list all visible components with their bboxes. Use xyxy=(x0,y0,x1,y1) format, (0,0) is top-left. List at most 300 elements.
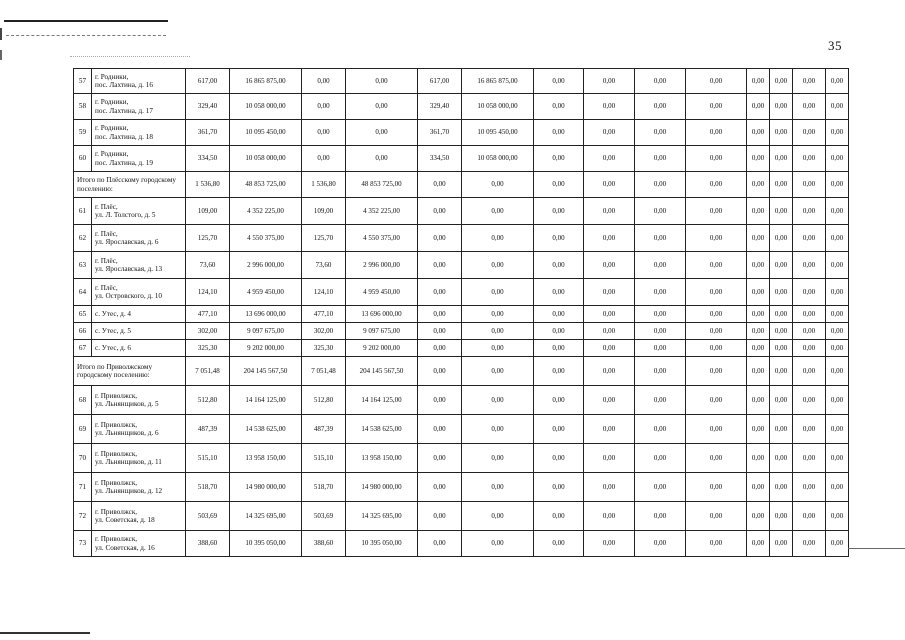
value-cell: 0,00 xyxy=(793,172,826,198)
address-line-settlement: г. Приволжск, xyxy=(95,449,138,458)
value-cell: 388,60 xyxy=(302,531,346,557)
table-row xyxy=(74,306,849,323)
value-cell: 48 853 725,00 xyxy=(346,172,418,198)
value-cell: 0,00 xyxy=(584,473,635,502)
value-cell: 0,00 xyxy=(635,172,686,198)
value-cell: 10 058 000,00 xyxy=(462,94,534,120)
value-cell: 0,00 xyxy=(462,340,534,357)
value-cell: 10 395 050,00 xyxy=(230,531,302,557)
value-cell: 0,00 xyxy=(584,340,635,357)
value-cell: 487,39 xyxy=(302,415,346,444)
address-line-street: ул. Льнянщиков, д. 5 xyxy=(95,400,159,408)
address-line-settlement: с. Утес, д. 5 xyxy=(95,326,132,335)
address-cell xyxy=(92,340,186,357)
value-cell: 0,00 xyxy=(418,340,462,357)
value-cell: 0,00 xyxy=(686,502,747,531)
value-cell: 124,10 xyxy=(186,279,230,306)
value-cell: 0,00 xyxy=(346,120,418,146)
value-cell: 0,00 xyxy=(534,502,584,531)
value-cell: 0,00 xyxy=(686,198,747,225)
address-cell xyxy=(92,120,186,146)
value-cell: 0,00 xyxy=(635,415,686,444)
value-cell: 0,00 xyxy=(747,94,770,120)
value-cell: 0,00 xyxy=(770,531,793,557)
value-cell: 0,00 xyxy=(635,306,686,323)
address-line-street: пос. Лахтина, д. 16 xyxy=(95,81,153,89)
value-cell: 0,00 xyxy=(793,473,826,502)
value-cell: 0,00 xyxy=(747,252,770,279)
value-cell: 0,00 xyxy=(302,146,346,172)
value-cell: 0,00 xyxy=(826,386,849,415)
value-cell: 14 164 125,00 xyxy=(230,386,302,415)
value-cell: 0,00 xyxy=(686,473,747,502)
row-number: 60 xyxy=(74,146,92,172)
value-cell: 16 865 875,00 xyxy=(462,69,534,94)
value-cell: 0,00 xyxy=(826,198,849,225)
address-cell xyxy=(92,473,186,502)
value-cell: 0,00 xyxy=(635,198,686,225)
value-cell: 4 352 225,00 xyxy=(230,198,302,225)
value-cell: 0,00 xyxy=(534,225,584,252)
row-number: 67 xyxy=(74,340,92,357)
value-cell: 0,00 xyxy=(686,531,747,557)
value-cell: 0,00 xyxy=(793,94,826,120)
address-line-street: пос. Лахтина, д. 17 xyxy=(95,106,153,115)
value-cell: 0,00 xyxy=(747,279,770,306)
value-cell: 617,00 xyxy=(186,69,230,94)
value-cell: 0,00 xyxy=(770,146,793,172)
value-cell: 0,00 xyxy=(826,323,849,340)
value-cell: 515,10 xyxy=(186,444,230,473)
value-cell: 0,00 xyxy=(462,531,534,557)
value-cell: 14 538 625,00 xyxy=(346,415,418,444)
value-cell: 0,00 xyxy=(635,146,686,172)
value-cell: 0,00 xyxy=(462,172,534,198)
value-cell: 4 550 375,00 xyxy=(230,225,302,252)
address-line-settlement: с. Утес, д. 6 xyxy=(95,343,132,352)
value-cell: 204 145 567,50 xyxy=(230,357,302,386)
value-cell: 0,00 xyxy=(826,415,849,444)
value-cell: 4 550 375,00 xyxy=(346,225,418,252)
address-cell xyxy=(92,531,186,557)
table-row xyxy=(74,146,849,172)
value-cell: 1 536,80 xyxy=(186,172,230,198)
value-cell: 13 958 150,00 xyxy=(346,444,418,473)
value-cell: 0,00 xyxy=(534,415,584,444)
value-cell: 0,00 xyxy=(462,357,534,386)
value-cell: 0,00 xyxy=(686,306,747,323)
subtotal-row xyxy=(74,357,849,386)
address-line-street: ул. Советская, д. 16 xyxy=(95,543,155,552)
table-row xyxy=(74,323,849,340)
table-row xyxy=(74,120,849,146)
row-number: 68 xyxy=(74,386,92,415)
value-cell: 0,00 xyxy=(793,444,826,473)
value-cell: 0,00 xyxy=(534,172,584,198)
value-cell: 0,00 xyxy=(584,323,635,340)
row-number: 63 xyxy=(74,252,92,279)
value-cell: 14 980 000,00 xyxy=(230,473,302,502)
address-line-settlement: г. Приволжск, xyxy=(95,391,138,400)
value-cell: 0,00 xyxy=(770,172,793,198)
value-cell: 487,39 xyxy=(186,415,230,444)
table-row xyxy=(74,386,849,415)
value-cell: 0,00 xyxy=(462,225,534,252)
value-cell: 0,00 xyxy=(793,69,826,94)
value-cell: 0,00 xyxy=(635,444,686,473)
value-cell: 0,00 xyxy=(793,357,826,386)
value-cell: 329,40 xyxy=(418,94,462,120)
value-cell: 0,00 xyxy=(534,69,584,94)
value-cell: 0,00 xyxy=(686,323,747,340)
scan-margin-mark xyxy=(0,50,2,60)
value-cell: 0,00 xyxy=(534,473,584,502)
value-cell: 0,00 xyxy=(747,386,770,415)
value-cell: 9 097 675,00 xyxy=(230,323,302,340)
value-cell: 0,00 xyxy=(686,340,747,357)
value-cell: 334,50 xyxy=(186,146,230,172)
value-cell: 0,00 xyxy=(770,279,793,306)
value-cell: 0,00 xyxy=(686,94,747,120)
value-cell: 0,00 xyxy=(584,252,635,279)
value-cell: 0,00 xyxy=(534,323,584,340)
value-cell: 0,00 xyxy=(747,146,770,172)
value-cell: 0,00 xyxy=(793,323,826,340)
address-line-street: пос. Лахтина, д. 18 xyxy=(95,132,153,141)
value-cell: 109,00 xyxy=(302,198,346,225)
value-cell: 0,00 xyxy=(793,225,826,252)
address-line-street: ул. Ярославская, д. 6 xyxy=(95,238,159,246)
value-cell: 0,00 xyxy=(584,69,635,94)
value-cell: 325,30 xyxy=(302,340,346,357)
value-cell: 518,70 xyxy=(186,473,230,502)
value-cell: 0,00 xyxy=(747,415,770,444)
address-line-settlement: г. Плёс, xyxy=(95,229,118,238)
value-cell: 0,00 xyxy=(826,94,849,120)
value-cell: 0,00 xyxy=(418,279,462,306)
row-number: 72 xyxy=(74,502,92,531)
value-cell: 14 325 695,00 xyxy=(346,502,418,531)
value-cell: 0,00 xyxy=(826,473,849,502)
value-cell: 0,00 xyxy=(462,323,534,340)
address-line-settlement: г. Приволжск, xyxy=(95,535,138,544)
value-cell: 0,00 xyxy=(826,120,849,146)
value-cell: 73,60 xyxy=(186,252,230,279)
value-cell: 0,00 xyxy=(346,146,418,172)
value-cell: 2 996 000,00 xyxy=(230,252,302,279)
address-cell xyxy=(92,225,186,252)
row-number: 59 xyxy=(74,120,92,146)
value-cell: 503,69 xyxy=(186,502,230,531)
value-cell: 0,00 xyxy=(635,340,686,357)
value-cell: 0,00 xyxy=(534,357,584,386)
table-row xyxy=(74,415,849,444)
value-cell: 0,00 xyxy=(584,306,635,323)
value-cell: 329,40 xyxy=(186,94,230,120)
value-cell: 0,00 xyxy=(770,120,793,146)
value-cell: 0,00 xyxy=(635,94,686,120)
value-cell: 0,00 xyxy=(584,444,635,473)
value-cell: 512,80 xyxy=(302,386,346,415)
value-cell: 0,00 xyxy=(534,444,584,473)
address-cell xyxy=(92,415,186,444)
value-cell: 0,00 xyxy=(770,415,793,444)
value-cell: 0,00 xyxy=(770,225,793,252)
address-cell xyxy=(92,69,186,94)
table-row xyxy=(74,473,849,502)
value-cell: 0,00 xyxy=(346,94,418,120)
value-cell: 0,00 xyxy=(793,252,826,279)
subtotal-label: Итого по Приволжскому городскому поселению: xyxy=(74,357,186,386)
value-cell: 388,60 xyxy=(186,531,230,557)
value-cell: 0,00 xyxy=(826,146,849,172)
value-cell: 302,00 xyxy=(186,323,230,340)
value-cell: 73,60 xyxy=(302,252,346,279)
value-cell: 0,00 xyxy=(770,323,793,340)
housing-data-table xyxy=(73,68,849,557)
value-cell: 0,00 xyxy=(826,531,849,557)
value-cell: 0,00 xyxy=(584,386,635,415)
value-cell: 0,00 xyxy=(462,502,534,531)
value-cell: 13 696 000,00 xyxy=(230,306,302,323)
table-row xyxy=(74,69,849,94)
value-cell: 16 865 875,00 xyxy=(230,69,302,94)
value-cell: 0,00 xyxy=(462,415,534,444)
value-cell: 0,00 xyxy=(686,279,747,306)
subtotal-row xyxy=(74,172,849,198)
value-cell: 0,00 xyxy=(418,502,462,531)
table-row xyxy=(74,225,849,252)
value-cell: 0,00 xyxy=(747,531,770,557)
value-cell: 0,00 xyxy=(770,473,793,502)
value-cell: 0,00 xyxy=(686,225,747,252)
value-cell: 0,00 xyxy=(635,473,686,502)
table-body xyxy=(74,69,849,557)
value-cell: 0,00 xyxy=(635,386,686,415)
value-cell: 124,10 xyxy=(302,279,346,306)
row-number: 73 xyxy=(74,531,92,557)
value-cell: 0,00 xyxy=(686,69,747,94)
value-cell: 0,00 xyxy=(534,252,584,279)
table-row xyxy=(74,279,849,306)
header-rule xyxy=(4,20,168,22)
value-cell: 0,00 xyxy=(793,386,826,415)
value-cell: 2 996 000,00 xyxy=(346,252,418,279)
value-cell: 0,00 xyxy=(635,531,686,557)
value-cell: 0,00 xyxy=(826,340,849,357)
row-number: 65 xyxy=(74,306,92,323)
value-cell: 0,00 xyxy=(747,172,770,198)
value-cell: 0,00 xyxy=(826,225,849,252)
header-dotted-rule xyxy=(70,56,190,57)
value-cell: 14 538 625,00 xyxy=(230,415,302,444)
address-cell xyxy=(92,502,186,531)
value-cell: 10 095 450,00 xyxy=(230,120,302,146)
table-row xyxy=(74,252,849,279)
address-line-street: ул. Льнянщиков, д. 6 xyxy=(95,429,159,437)
value-cell: 0,00 xyxy=(418,357,462,386)
value-cell: 0,00 xyxy=(747,225,770,252)
value-cell: 10 395 050,00 xyxy=(346,531,418,557)
value-cell: 0,00 xyxy=(747,340,770,357)
address-line-street: ул. Льнянщиков, д. 11 xyxy=(95,458,162,466)
value-cell: 0,00 xyxy=(747,502,770,531)
page-number: 35 xyxy=(828,38,842,53)
value-cell: 204 145 567,50 xyxy=(346,357,418,386)
value-cell: 0,00 xyxy=(534,386,584,415)
margin-rule xyxy=(848,548,905,549)
value-cell: 0,00 xyxy=(686,357,747,386)
value-cell: 0,00 xyxy=(793,306,826,323)
value-cell: 0,00 xyxy=(635,323,686,340)
value-cell: 0,00 xyxy=(534,120,584,146)
table-row xyxy=(74,502,849,531)
value-cell: 0,00 xyxy=(793,531,826,557)
value-cell: 0,00 xyxy=(770,357,793,386)
value-cell: 0,00 xyxy=(418,252,462,279)
value-cell: 0,00 xyxy=(747,198,770,225)
value-cell: 302,00 xyxy=(302,323,346,340)
address-cell xyxy=(92,94,186,120)
address-line-settlement: г. Приволжск, xyxy=(95,420,138,429)
value-cell: 0,00 xyxy=(462,198,534,225)
value-cell: 0,00 xyxy=(462,473,534,502)
value-cell: 0,00 xyxy=(418,198,462,225)
table-row xyxy=(74,444,849,473)
address-line-street: ул. Островского, д. 10 xyxy=(95,292,162,300)
address-line-settlement: г. Приволжск, xyxy=(95,507,138,516)
value-cell: 0,00 xyxy=(793,146,826,172)
value-cell: 0,00 xyxy=(793,279,826,306)
value-cell: 0,00 xyxy=(686,386,747,415)
value-cell: 0,00 xyxy=(793,198,826,225)
value-cell: 0,00 xyxy=(747,444,770,473)
value-cell: 0,00 xyxy=(826,357,849,386)
address-cell xyxy=(92,386,186,415)
value-cell: 0,00 xyxy=(686,146,747,172)
value-cell: 0,00 xyxy=(770,198,793,225)
value-cell: 0,00 xyxy=(584,94,635,120)
value-cell: 0,00 xyxy=(418,225,462,252)
value-cell: 0,00 xyxy=(418,172,462,198)
value-cell: 0,00 xyxy=(826,502,849,531)
value-cell: 0,00 xyxy=(635,502,686,531)
value-cell: 0,00 xyxy=(584,502,635,531)
value-cell: 0,00 xyxy=(584,279,635,306)
address-line-settlement: г. Приволжск, xyxy=(95,478,138,487)
value-cell: 0,00 xyxy=(793,340,826,357)
value-cell: 0,00 xyxy=(793,415,826,444)
value-cell: 9 097 675,00 xyxy=(346,323,418,340)
value-cell: 0,00 xyxy=(635,120,686,146)
value-cell: 0,00 xyxy=(418,473,462,502)
address-cell xyxy=(92,198,186,225)
address-cell xyxy=(92,279,186,306)
value-cell: 0,00 xyxy=(584,198,635,225)
value-cell: 0,00 xyxy=(770,306,793,323)
value-cell: 7 051,48 xyxy=(302,357,346,386)
row-number: 61 xyxy=(74,198,92,225)
value-cell: 0,00 xyxy=(534,531,584,557)
row-number: 64 xyxy=(74,279,92,306)
address-line-settlement: г. Родники, xyxy=(95,124,129,133)
scan-margin-mark xyxy=(0,28,2,40)
address-line-settlement: г. Родники, xyxy=(95,72,129,81)
value-cell: 0,00 xyxy=(635,252,686,279)
value-cell: 0,00 xyxy=(534,306,584,323)
value-cell: 512,80 xyxy=(186,386,230,415)
value-cell: 13 696 000,00 xyxy=(346,306,418,323)
table-row xyxy=(74,340,849,357)
value-cell: 0,00 xyxy=(302,69,346,94)
value-cell: 0,00 xyxy=(826,69,849,94)
row-number: 58 xyxy=(74,94,92,120)
row-number: 66 xyxy=(74,323,92,340)
value-cell: 0,00 xyxy=(747,473,770,502)
value-cell: 0,00 xyxy=(770,69,793,94)
value-cell: 4 352 225,00 xyxy=(346,198,418,225)
value-cell: 1 536,80 xyxy=(302,172,346,198)
address-line-street: ул. Ярославская, д. 13 xyxy=(95,265,163,273)
value-cell: 0,00 xyxy=(418,386,462,415)
address-line-settlement: г. Плёс, xyxy=(95,283,118,292)
row-number: 71 xyxy=(74,473,92,502)
value-cell: 4 959 450,00 xyxy=(346,279,418,306)
value-cell: 503,69 xyxy=(302,502,346,531)
address-line-settlement: г. Родники, xyxy=(95,98,129,107)
value-cell: 0,00 xyxy=(534,146,584,172)
value-cell: 477,10 xyxy=(186,306,230,323)
value-cell: 9 202 000,00 xyxy=(230,340,302,357)
row-number: 57 xyxy=(74,69,92,94)
value-cell: 9 202 000,00 xyxy=(346,340,418,357)
row-number: 70 xyxy=(74,444,92,473)
value-cell: 0,00 xyxy=(747,306,770,323)
value-cell: 477,10 xyxy=(302,306,346,323)
value-cell: 125,70 xyxy=(302,225,346,252)
value-cell: 109,00 xyxy=(186,198,230,225)
value-cell: 0,00 xyxy=(534,94,584,120)
value-cell: 0,00 xyxy=(826,279,849,306)
address-line-settlement: г. Плёс, xyxy=(95,202,118,211)
value-cell: 0,00 xyxy=(584,146,635,172)
value-cell: 0,00 xyxy=(686,252,747,279)
value-cell: 0,00 xyxy=(418,323,462,340)
value-cell: 10 058 000,00 xyxy=(462,146,534,172)
footer-rule xyxy=(0,632,90,634)
value-cell: 0,00 xyxy=(770,502,793,531)
value-cell: 0,00 xyxy=(462,386,534,415)
value-cell: 0,00 xyxy=(418,444,462,473)
value-cell: 0,00 xyxy=(770,444,793,473)
address-cell xyxy=(92,146,186,172)
table-row xyxy=(74,94,849,120)
value-cell: 0,00 xyxy=(686,415,747,444)
value-cell: 361,70 xyxy=(418,120,462,146)
address-line-street: ул. Льнянщиков, д. 12 xyxy=(95,487,163,495)
value-cell: 617,00 xyxy=(418,69,462,94)
value-cell: 0,00 xyxy=(770,252,793,279)
value-cell: 0,00 xyxy=(534,198,584,225)
value-cell: 334,50 xyxy=(418,146,462,172)
value-cell: 48 853 725,00 xyxy=(230,172,302,198)
address-cell xyxy=(92,252,186,279)
value-cell: 0,00 xyxy=(793,120,826,146)
value-cell: 0,00 xyxy=(770,94,793,120)
value-cell: 0,00 xyxy=(686,444,747,473)
value-cell: 13 958 150,00 xyxy=(230,444,302,473)
value-cell: 14 325 695,00 xyxy=(230,502,302,531)
